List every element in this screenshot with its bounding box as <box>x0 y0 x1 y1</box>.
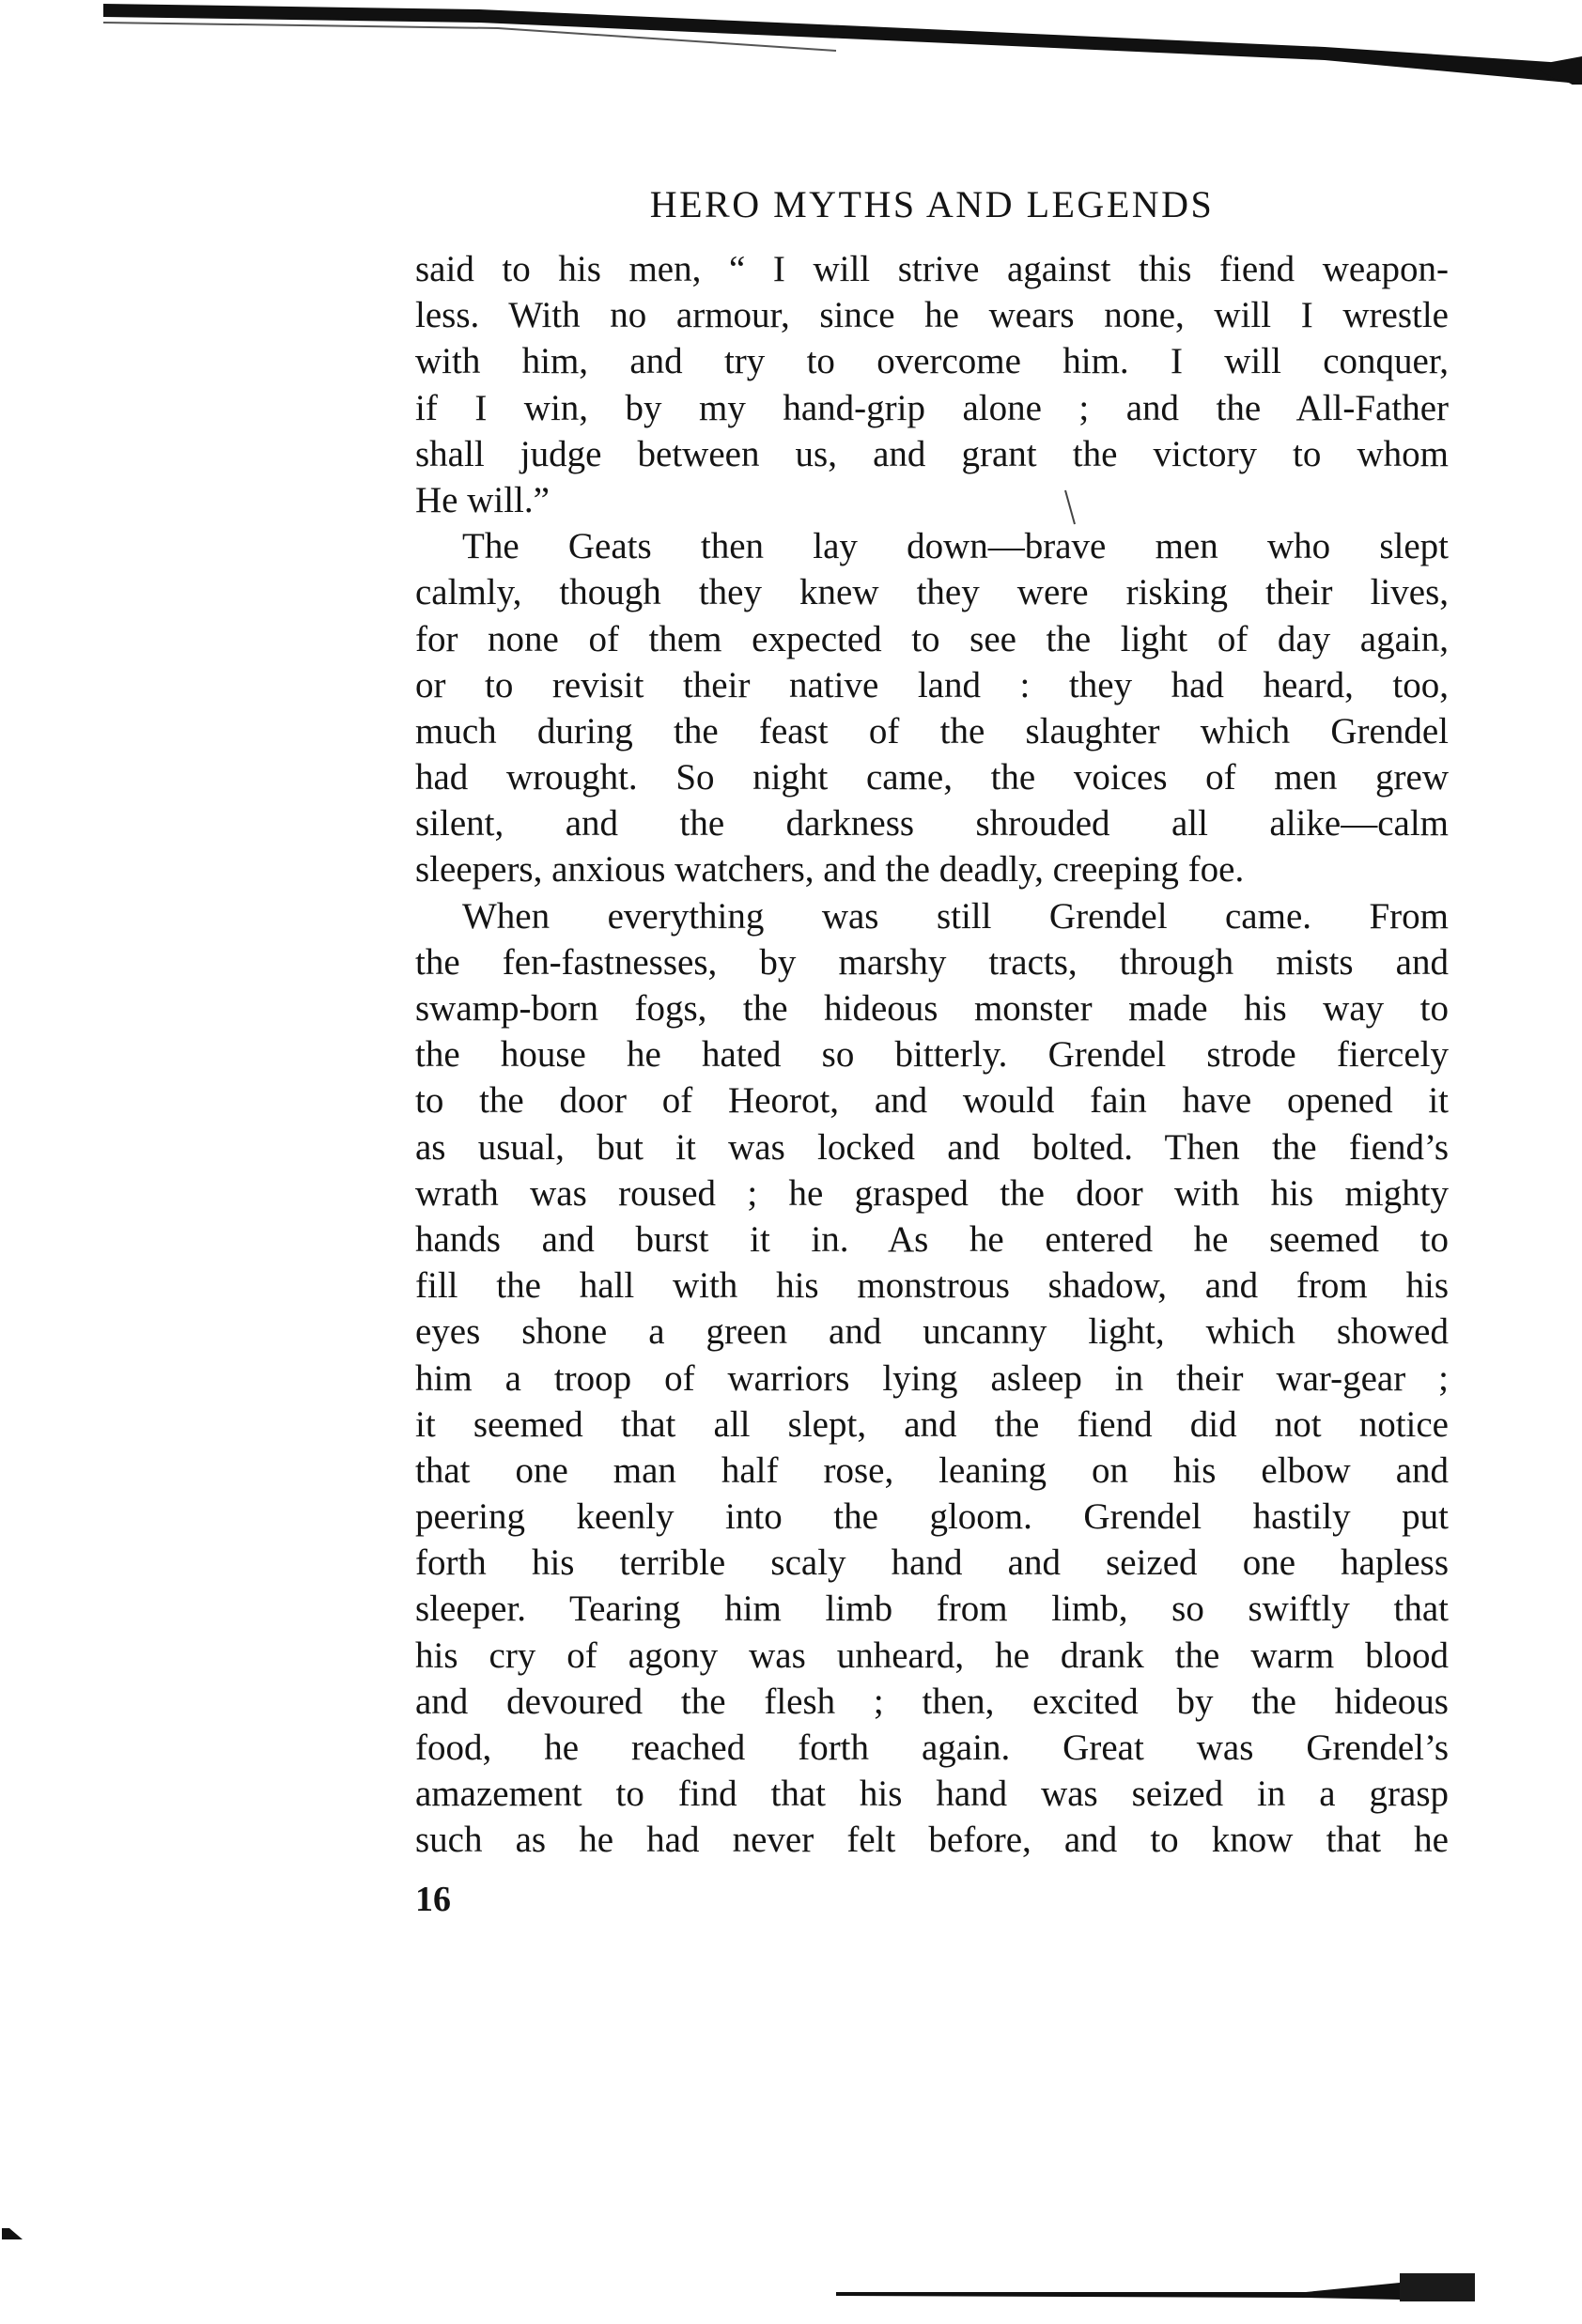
text-line: hands and burst it in. As he entered he seemed to <box>415 1218 1449 1260</box>
text-line: fill the hall with his monstrous shadow, and from his <box>415 1265 1449 1307</box>
text-line: silent, and the darkness shrouded all alike—calm <box>415 803 1449 844</box>
text-line: the fen-fastnesses, by marshy tracts, through mists and <box>415 941 1449 983</box>
text-line: food, he reached forth again. Great was Grendel’s <box>415 1728 1449 1768</box>
text-line: said to his men, “ I will strive against this fiend weapon- <box>415 249 1449 289</box>
text-line: for none of them expected to see the light of day again, <box>415 618 1449 659</box>
text-line: When everything was still Grendel came. From <box>462 895 1449 937</box>
text-line: shall judge between us, and grant the victory to whom <box>415 433 1449 474</box>
text-line: sleeper. Tearing him limb from limb, so swiftly that <box>415 1588 1449 1630</box>
paragraph <box>415 246 1449 523</box>
text-line: and devoured the flesh ; then, excited by the hideous <box>415 1681 1449 1722</box>
text-line: less. With no armour, since he wears none, will I wrestle <box>415 295 1449 336</box>
text-line: the house he hated so bitterly. Grendel strode fiercely <box>415 1034 1449 1076</box>
text-line: sleepers, anxious watchers, and the deadly, creeping foe. <box>415 849 1245 891</box>
text-line: if I win, by my hand-grip alone ; and the All-Father <box>415 387 1449 428</box>
text-line: him a troop of warriors lying asleep in their war-gear ; <box>415 1357 1449 1399</box>
text-line: wrath was roused ; he grasped the door with his mighty <box>415 1172 1449 1214</box>
text-line: calmly, though they knew they were risking their lives, <box>415 572 1449 613</box>
text-line: as usual, but it was locked and bolted. Then the fiend’s <box>415 1126 1449 1168</box>
text-line: eyes shone a green and uncanny light, which showed <box>415 1311 1449 1353</box>
scan-top-edge <box>103 0 1582 85</box>
text-line: swamp-born fogs, the hideous monster made his way to <box>415 988 1449 1029</box>
body-text <box>415 246 1449 1864</box>
text-line: The Geats then lay down—brave men who slept <box>462 526 1449 567</box>
paragraph <box>415 893 1449 1864</box>
text-line: that one man half rose, leaning on his elbow and <box>415 1449 1449 1491</box>
text-line: had wrought. So night came, the voices of men grew <box>415 757 1449 798</box>
text-line: it seemed that all slept, and the fiend did not notice <box>415 1403 1449 1445</box>
text-line: amazement to find that his hand was seized in a grasp <box>415 1774 1449 1815</box>
text-line: his cry of agony was unheard, he drank the warm blood <box>415 1635 1449 1676</box>
page-number: 16 <box>415 1880 451 1919</box>
text-line: peering keenly into the gloom. Grendel hastily put <box>415 1496 1449 1538</box>
text-line: He will.” <box>415 479 550 520</box>
running-head: HERO MYTHS AND LEGENDS <box>649 183 1215 225</box>
text-line: or to revisit their native land : they had heard, too, <box>415 664 1449 705</box>
scan-speck <box>0 2226 28 2245</box>
text-line: much during the feast of the slaughter which Grendel <box>415 710 1449 751</box>
text-line: with him, and try to overcome him. I will conquer, <box>415 341 1449 382</box>
text-line: to the door of Heorot, and would fain have opened it <box>415 1080 1449 1122</box>
text-line: such as he had never felt before, and to know that he <box>415 1820 1449 1861</box>
scan-bottom-edge <box>836 2264 1475 2301</box>
paragraph <box>415 523 1449 893</box>
text-line: forth his terrible scaly hand and seized one hapless <box>415 1542 1449 1584</box>
